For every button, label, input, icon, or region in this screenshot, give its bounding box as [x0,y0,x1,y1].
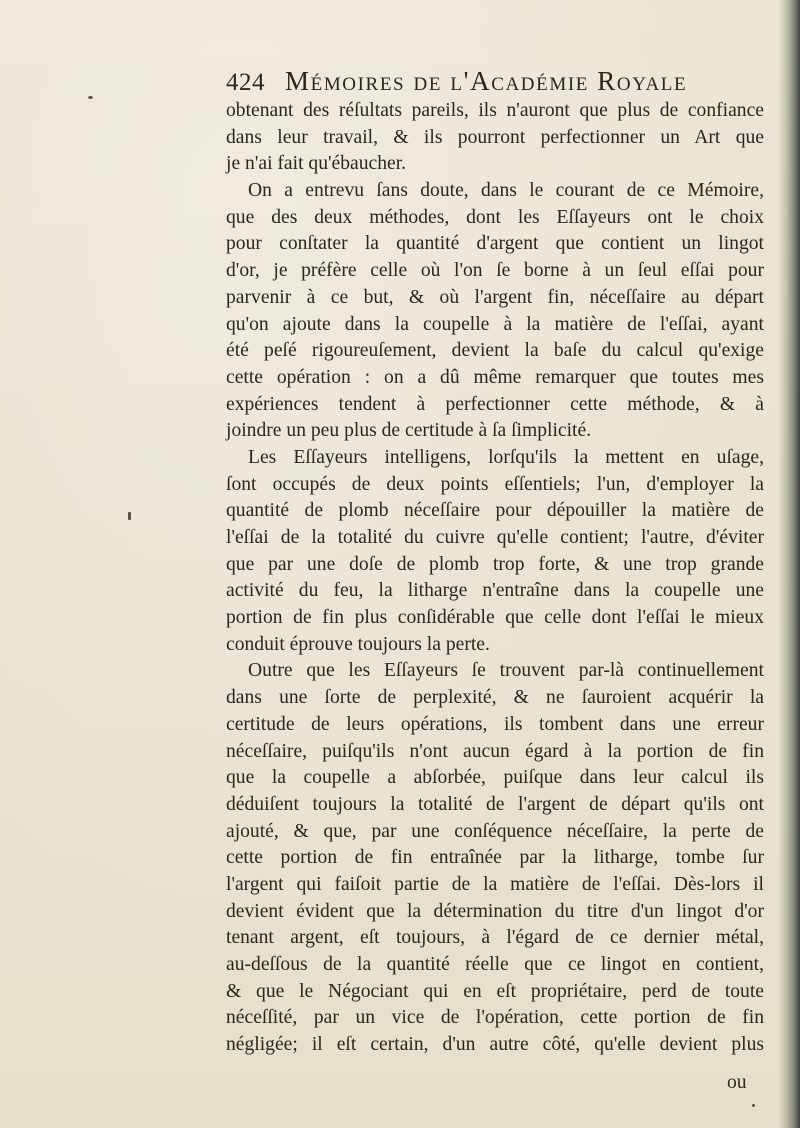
text-line: été peſé rigoureuſement, devient la baſe du calcul qu'exige [226,340,764,362]
text-line: d'or, je préfère celle où l'on ſe borne à un ſeul eſſai pour [226,260,764,282]
ink-speck [88,96,93,99]
text-line: que des deux méthodes, dont les Eſſayeurs ont le choix [226,206,764,228]
text-line: cette opération : on a dû même remarquer que toutes mes [226,366,764,388]
text-line: cette portion de fin entraînée par la litharge, tombe ſur [226,847,764,869]
ink-speck [752,1104,755,1107]
text-line: Les Eſſayeurs intelligens, lorſqu'ils la mettent en uſage, [248,446,764,468]
text-line: On a entrevu ſans doute, dans le courant de ce Mémoire, [248,180,764,202]
text-line: néceſſité, par un vice de l'opération, cette portion de fin [226,1007,764,1029]
text-line: que la coupelle a abſorbée, puiſque dans leur calcul ils [226,767,764,789]
text-line: joindre un peu plus de certitude à ſa ſimplicité. [226,420,592,442]
text-line: l'argent qui faiſoit partie de la matière de l'eſſai. Dès-lors il [226,873,764,895]
text-line: & que le Négociant qui en eſt propriétaire, perd de toute [226,980,764,1002]
text-line: qu'on ajoute dans la coupelle à la matière de l'eſſai, ayant [226,313,764,335]
text-line: ſont occupés de deux points eſſentiels; l'un, d'employer la [226,473,764,495]
text-line: devient évident que la détermination du titre d'un lingot d'or [226,900,764,922]
text-line: pour conſtater la quantité d'argent que contient un lingot [226,233,764,255]
page-header [226,66,746,96]
text-line: portion de fin plus conſidérable que celle dont l'eſſai le mieux [226,607,764,629]
text-line: quantité de plomb néceſſaire pour dépouiller la matière de [226,500,764,522]
catchword: ou [727,1072,747,1093]
text-line: déduiſent toujours la totalité de l'argent de départ qu'ils ont [226,793,764,815]
text-line: Outre que les Eſſayeurs ſe trouvent par-là continuellement [248,660,764,682]
page-binding-edge [778,0,800,1128]
body-text [226,98,764,1059]
text-line: au-deſſous de la quantité réelle que ce lingot en contient, [226,954,764,975]
text-line: parvenir à ce but, & où l'argent fin, néceſſaire au départ [226,286,764,308]
page-number: 424 [226,69,265,96]
text-line: négligée; il eſt certain, d'un autre côté, qu'elle devient plus [226,1034,764,1056]
text-line: je n'ai fait qu'ébaucher. [226,153,407,175]
text-line: dans une ſorte de perplexité, & ne ſauroient acquérir la [226,687,764,709]
text-line: obtenant des réſultats pareils, ils n'auront que plus de confiance [226,100,764,121]
text-line: activité du feu, la litharge n'entraîne dans la coupelle une [226,580,764,602]
running-head: Mémoires de l'Académie Royale [285,66,688,96]
text-line: ajouté, & que, par une conſéquence néceſſaire, la perte de [226,820,764,842]
text-line: expériences tendent à perfectionner cette méthode, & à [226,393,764,415]
text-line: conduit éprouve toujours la perte. [226,633,490,655]
text-line: néceſſaire, puiſqu'ils n'ont aucun égard à la portion de fin [226,740,764,762]
text-line: dans leur travail, & ils pourront perfectionner un Art que [226,126,764,148]
text-line: certitude de leurs opérations, ils tombent dans une erreur [226,713,764,735]
text-line: que par une doſe de plomb trop forte, & une trop grande [226,553,764,575]
text-line: tenant argent, eſt toujours, à l'égard de ce dernier métal, [226,927,764,949]
ink-speck [128,512,131,520]
text-line: l'eſſai de la totalité du cuivre qu'elle contient; l'autre, d'éviter [226,527,764,548]
